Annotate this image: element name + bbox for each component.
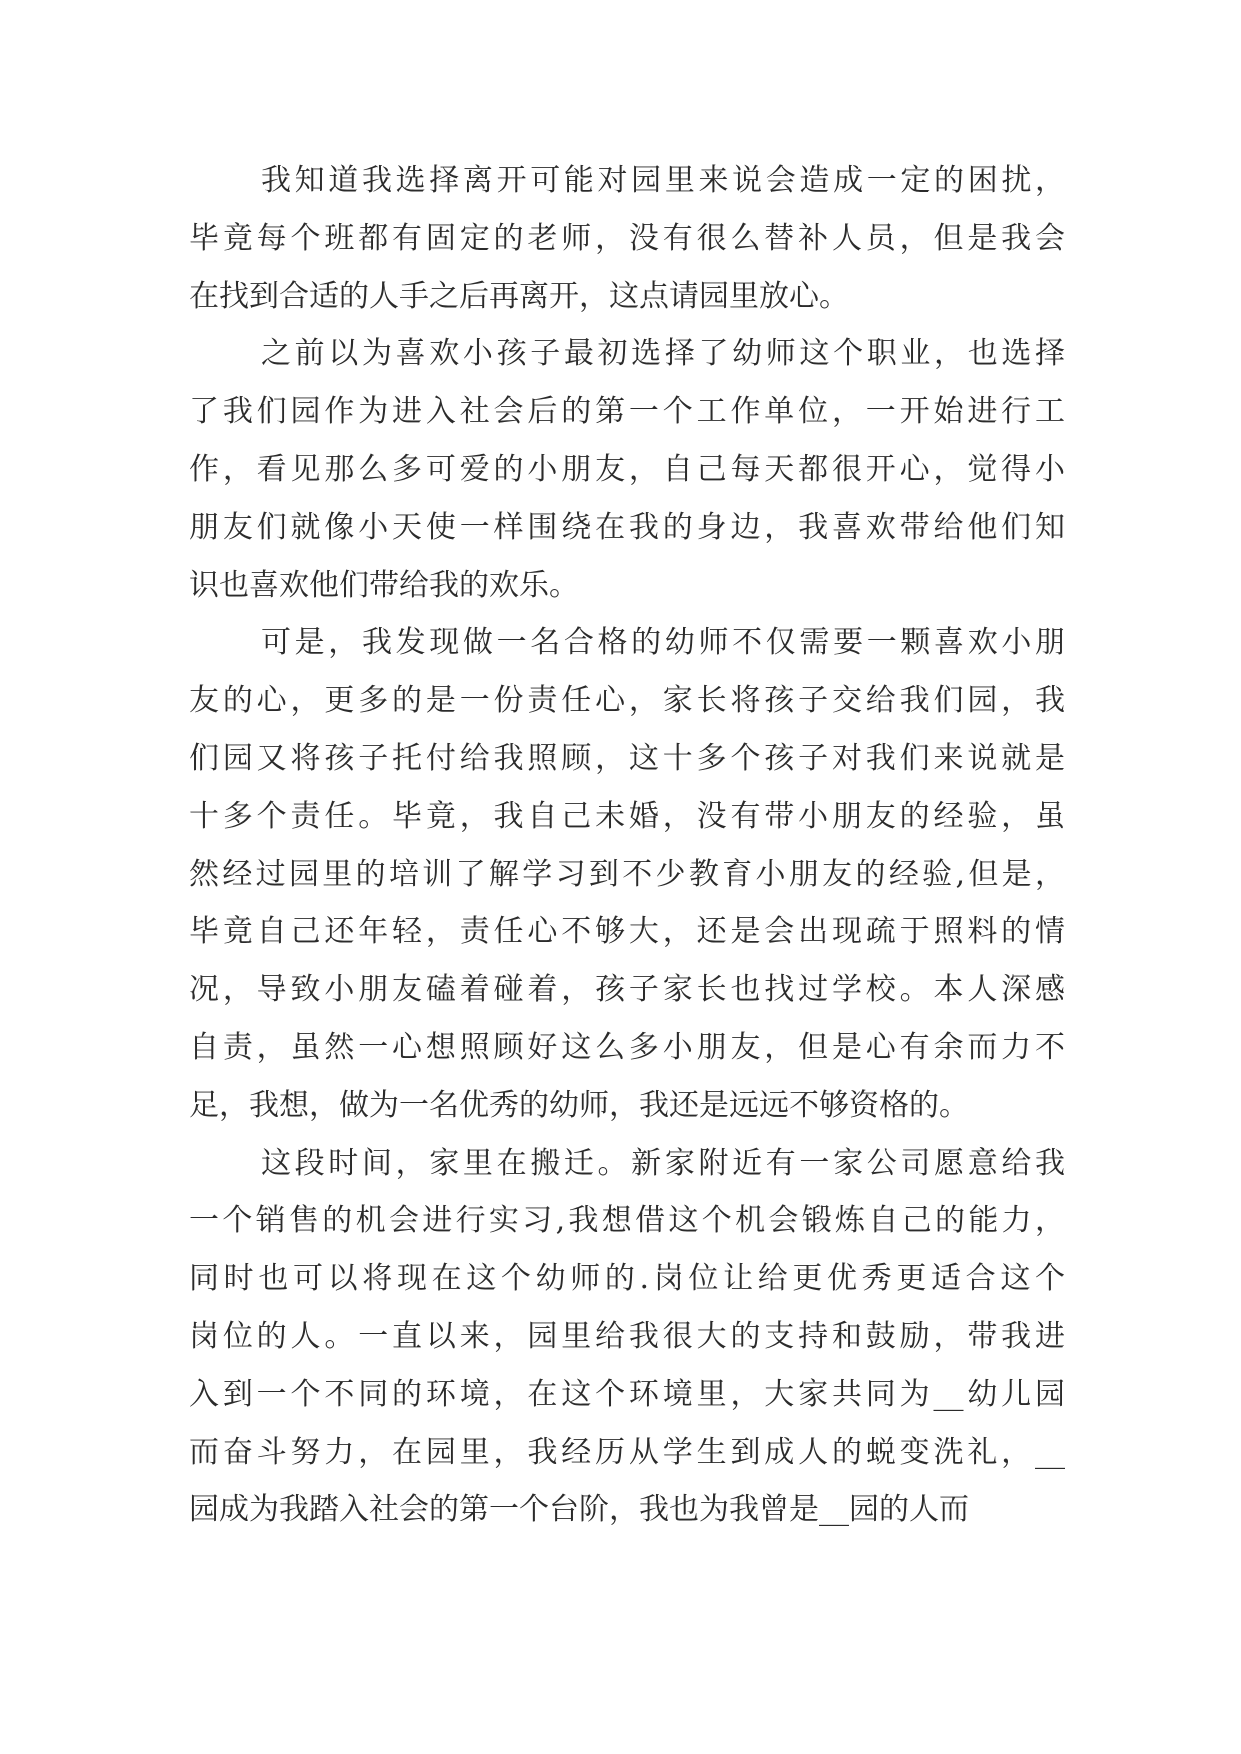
paragraph-3-line-8: 自责，虽然一心想照顾好这么多小朋友，但是心有余而力不 (189, 1029, 1065, 1065)
paragraph-1-line-2: 毕竟每个班都有固定的老师，没有很么替补人员，但是我会 (189, 220, 1065, 256)
document-body (189, 152, 1065, 1539)
paragraph-3-line-3: 们园又将孩子托付给我照顾，这十多个孩子对我们来说就是 (189, 740, 1065, 776)
paragraph-1-line-3: 在找到合适的人手之后再离开，这点请园里放心。 (189, 278, 849, 314)
paragraph-3-line-9: 足，我想，做为一名优秀的幼师，我还是远远不够资格的。 (189, 1087, 969, 1123)
paragraph-2-line-3: 作，看见那么多可爱的小朋友，自己每天都很开心，觉得小 (189, 451, 1065, 487)
paragraph-3-line-5: 然经过园里的培训了解学习到不少教育小朋友的经验,但是， (189, 856, 1065, 892)
paragraph-2-line-2: 了我们园作为进入社会后的第一个工作单位，一开始进行工 (189, 394, 1065, 430)
paragraph-4-line-7: 园成为我踏入社会的第一个台阶，我也为我曾是__园的人而 (189, 1492, 969, 1528)
paragraph-4-line-2: 一个销售的机会进行实习,我想借这个机会锻炼自己的能力， (189, 1203, 1065, 1239)
paragraph-2-line-1: 之前以为喜欢小孩子最初选择了幼师这个职业，也选择 (261, 336, 1065, 372)
paragraph-4-line-4: 岗位的人。一直以来，园里给我很大的支持和鼓励，带我进 (189, 1318, 1065, 1354)
paragraph-4-line-5: 入到一个不同的环境，在这个环境里，大家共同为__幼儿园 (189, 1376, 1065, 1412)
paragraph-1-line-1: 我知道我选择离开可能对园里来说会造成一定的困扰， (261, 163, 1065, 198)
paragraph-2-line-5: 识也喜欢他们带给我的欢乐。 (189, 567, 579, 603)
paragraph-2-line-4: 朋友们就像小天使一样围绕在我的身边，我喜欢带给他们知 (189, 509, 1065, 545)
paragraph-3-line-1: 可是，我发现做一名合格的幼师不仅需要一颗喜欢小朋 (261, 625, 1065, 661)
paragraph-4-line-6: 而奋斗努力，在园里，我经历从学生到成人的蜕变洗礼，__ (189, 1434, 1065, 1470)
paragraph-3-line-7: 况，导致小朋友磕着碰着，孩子家长也找过学校。本人深感 (189, 972, 1065, 1008)
paragraph-3-line-6: 毕竟自己还年轻，责任心不够大，还是会出现疏于照料的情 (189, 914, 1065, 950)
paragraph-4-line-3: 同时也可以将现在这个幼师的.岗位让给更优秀更适合这个 (189, 1261, 1065, 1297)
paragraph-4-line-1: 这段时间，家里在搬迁。新家附近有一家公司愿意给我 (261, 1145, 1065, 1181)
paragraph-3-line-2: 友的心，更多的是一份责任心，家长将孩子交给我们园，我 (189, 683, 1065, 719)
paragraph-3-line-4: 十多个责任。毕竟，我自己未婚，没有带小朋友的经验，虽 (189, 798, 1065, 834)
